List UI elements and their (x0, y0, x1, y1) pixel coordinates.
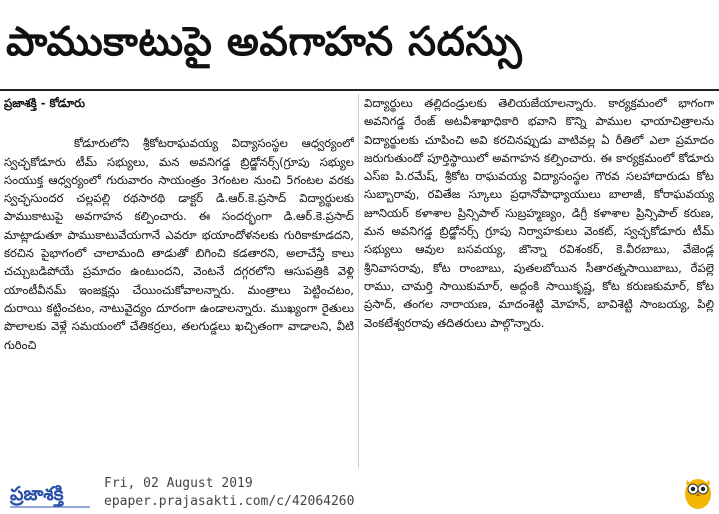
edition-date: Fri, 02 August 2019 (104, 476, 253, 491)
headline: పాముకాటుపై అవగాహన సదస్సు (6, 19, 523, 65)
article-column-left (4, 94, 354, 469)
owl-icon (683, 474, 713, 510)
headline-rule (0, 89, 719, 91)
dateline: ప్రజాశక్తి - కోడూరు (4, 96, 85, 110)
article-column-right (364, 94, 714, 469)
column-divider (358, 94, 359, 468)
footer-bar (0, 470, 719, 514)
article-paragraph-right: విద్యార్థులు తల్లిదండ్రులకు తెలియజేయాలన్నారు. కార్యక్రమంలో భాగంగా అవనిగడ్డ రేంజ్ అటవీశాఖాధికారి భవాని కొన్ని పాముల ఛాయాచిత్రాలను విద్యార్థులకు చూపించి అవి కరచినప్పుడు వాటివల్ల ఏ రీతిలో ఎలా ప్రమాదం జరుగుతుందో పూర్తిస్థాయిలో అవగాహన కల్పించారు. ఈ కార్యక్రమంలో కోడూరు ఎస్ఐ పి.రమేష్, శ్రీకోట రాఘవయ్య విద్యాసంస్థల గౌరవ సలహాదారుడు కోట సుబ్బారావు, రవితేజ స్కూలు ప్రధానోపాధ్యాయులు బాలాజీ, కోరాఘవయ్య జూనియర్ కళాశాల ప్రిన్సిపాల్ సుబ్రహ్మణ్యం, డిగ్రీ కళాశాల ప్రిన్సిపాల్ కరుణ, మన అవనిగడ్డ బ్రిడ్జోనర్స్ గ్రూపు నిర్వాహకులు వెంకట్, స్వచ్ఛకోడూరు టీమ్ సభ్యులు ఆవుల బసవయ్య, జొన్నా రవిశంకర్, కె.వీరబాబు, వేజెండ్ల శ్రీనివాసరావు, కోట రాంబాబు, పుతలబోయిన సీతారత్నసాయిబాబు, రేపల్లె రాము, చామర్తి సాయికుమార్, అద్దంకి సాయికృష్ణ, కోట కరుణకుమార్, కోట ప్రసాద్, తంగల నారాయణ, మాదంశెట్టి మోహన్, బావిశెట్టి సాంబయ్య, పిల్లి వెంకటేశ్వరరావు తదితరులు పాల్గొన్నారు. (364, 96, 714, 330)
article-paragraph-left: కోడూరులోని శ్రీకోటరాఘవయ్య విద్యాసంస్థల ఆధ్వర్యంలో స్వచ్ఛకోడూరు టీమ్ సభ్యులు, మన అవనిగడ్డ బ్రిడ్జోనర్స్(గ్రూపు సభ్యుల సంయుక్త ఆధ్వర్యంలో గురువారం సాయంత్రం 3గంటల నుంచి 5గంటల వరకు స్వచ్ఛసుందర చల్లపల్లి రథసారథి డాక్టర్ డి.ఆర్.కె.ప్రసాద్ విద్యార్థులకు పాముకాటుపై అవగాహన కల్పించారు. ఈ సందర్భంగా డి.ఆర్.కె.ప్రసాద్ మాట్లాడుతూ పాముకాటువేయగానే ఎవరూ భయాందోళనలకు గురికాకూడదని, కరచిన పైభాగంలో చాలామంది తాడుతో బిగించి కడతారని, అలాచేస్తే కాలు చచ్చుబడిపోయే ప్రమాదం ఉంటుందని, వెంటనే దగ్గరలోని ఆసుపత్రికి వెళ్లి యాంటీవీనమ్ ఇంజక్షన్లు చేయించుకోవాలన్నారు. మంత్రాలు పెట్టించటం, దురాయి కట్టించటం, నాటువైద్యం దూరంగా ఉండాలన్నారు. ముఖ్యంగా రైతులు పొలాలకు వెళ్లే సమయంలో చేతికర్రలు, తలగుడ్డలు ఖచ్చితంగా వాడాలని, వీటి గురించి (4, 136, 354, 352)
edition-url[interactable]: epaper.prajasakti.com/c/42064260 (104, 494, 355, 509)
prajasakti-logo-icon[interactable] (6, 474, 94, 512)
logo-text: ప్రజాశక్తి (10, 483, 64, 505)
